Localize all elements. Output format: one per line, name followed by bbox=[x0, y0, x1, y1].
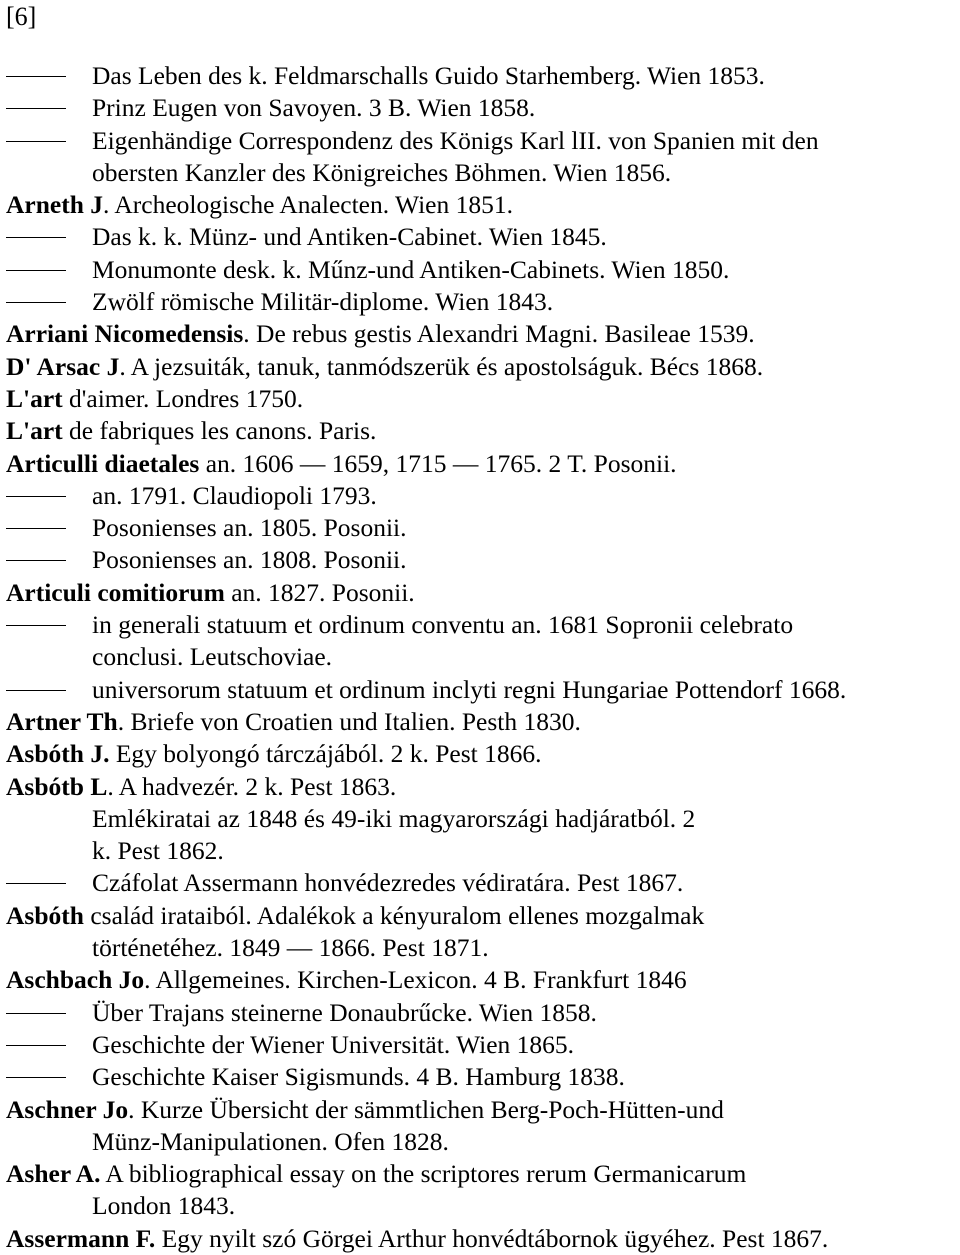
entry-title: universorum statuum et ordinum inclyti regni Hungariae Pottendorf 1668. bbox=[92, 674, 847, 704]
entry-text bbox=[92, 512, 407, 544]
entry-title: Geschichte Kaiser Sigismunds. 4 B. Hamburg 1838. bbox=[92, 1062, 625, 1092]
entry-text bbox=[6, 189, 513, 221]
entry-text bbox=[92, 254, 729, 286]
entry-title: Zwölf römische Militär-diplome. Wien 1843. bbox=[92, 287, 554, 317]
bibliography-line bbox=[0, 60, 960, 92]
bibliography-line bbox=[0, 286, 960, 318]
entry-title: an. 1791. Claudiopoli 1793. bbox=[92, 480, 377, 510]
bibliography-line bbox=[0, 577, 960, 609]
bibliography-line bbox=[0, 448, 960, 480]
entry-author: Asher A. bbox=[6, 1159, 101, 1189]
entry-text bbox=[92, 92, 535, 124]
entry-text bbox=[92, 157, 671, 189]
bibliography-line bbox=[0, 835, 960, 867]
entry-text bbox=[92, 674, 846, 706]
entry-text bbox=[92, 609, 793, 641]
entry-text bbox=[6, 964, 687, 996]
entry-title: Geschichte der Wiener Universität. Wien 1865. bbox=[92, 1029, 575, 1059]
entry-title: Posonienses an. 1808. Posonii. bbox=[92, 545, 407, 575]
entry-text bbox=[6, 1094, 724, 1126]
bibliography-line bbox=[0, 318, 960, 350]
entry-title: Prinz Eugen von Savoyen. 3 B. Wien 1858. bbox=[92, 93, 536, 123]
bibliography-line bbox=[0, 706, 960, 738]
bibliography-line bbox=[0, 544, 960, 576]
entry-author: L'art bbox=[6, 416, 63, 446]
entry-author: Arriani Nicomedensis bbox=[6, 319, 244, 349]
bibliography-line bbox=[0, 125, 960, 157]
bibliography-list bbox=[0, 60, 960, 1255]
entry-author: Articulli diaetales bbox=[6, 448, 200, 478]
entry-text bbox=[6, 577, 415, 609]
bibliography-line bbox=[0, 415, 960, 447]
bibliography-line bbox=[0, 932, 960, 964]
bibliography-line bbox=[0, 771, 960, 803]
entry-title: . A hadvezér. 2 k. Pest 1863. bbox=[107, 771, 397, 801]
bibliography-line bbox=[0, 641, 960, 673]
entry-author: Aschbach Jo bbox=[6, 965, 145, 995]
entry-title: obersten Kanzler des Königreiches Böhmen. Wien 1856. bbox=[92, 157, 672, 187]
entry-text bbox=[92, 1029, 574, 1061]
entry-author: Asbóth bbox=[6, 900, 84, 930]
entry-title: Eigenhändige Correspondenz des Königs Karl lII. von Spanien mit den bbox=[92, 125, 819, 155]
entry-title: London 1843. bbox=[92, 1191, 236, 1221]
entry-text bbox=[92, 803, 695, 835]
entry-text bbox=[92, 835, 224, 867]
entry-text bbox=[6, 771, 396, 803]
bibliography-line bbox=[0, 964, 960, 996]
entry-title: . Kurze Übersicht der sämmtlichen Berg-Poch-Hütten-und bbox=[128, 1094, 724, 1124]
entry-text bbox=[92, 1061, 625, 1093]
entry-author: Assermann F. bbox=[6, 1223, 156, 1253]
bibliography-line bbox=[0, 480, 960, 512]
entry-text bbox=[6, 900, 704, 932]
entry-text bbox=[92, 867, 683, 899]
entry-text bbox=[92, 932, 489, 964]
entry-author: Artner Th bbox=[6, 706, 118, 736]
bibliography-line bbox=[0, 1029, 960, 1061]
entry-title: család irataiból. Adalékok a kényuralom ellenes mozgalmak bbox=[83, 900, 705, 930]
bibliography-line bbox=[0, 738, 960, 770]
entry-title: . A jezsuiták, tanuk, tanmódszerük és apostolságuk. Bécs 1868. bbox=[119, 351, 764, 381]
entry-title: an. 1606 — 1659, 1715 — 1765. 2 T. Posonii. bbox=[199, 448, 677, 478]
entry-title: Egy bolyongó tárczájából. 2 k. Pest 1866. bbox=[109, 739, 542, 769]
entry-text bbox=[6, 1158, 746, 1190]
entry-text bbox=[6, 738, 541, 770]
entry-author: Asbótb L bbox=[6, 771, 108, 801]
bibliography-line bbox=[0, 674, 960, 706]
entry-author: D' Arsac J bbox=[6, 351, 120, 381]
entry-title: an. 1827. Posonii. bbox=[224, 577, 415, 607]
entry-title: Das k. k. Münz- und Antiken-Cabinet. Wien 1845. bbox=[92, 222, 607, 252]
entry-title: Czáfolat Assermann honvédezredes védiratára. Pest 1867. bbox=[92, 868, 684, 898]
entry-text bbox=[92, 221, 607, 253]
bibliography-line bbox=[0, 1190, 960, 1222]
entry-title: in generali statuum et ordinum conventu an. 1681 Sopronii celebrato bbox=[92, 610, 794, 640]
entry-text bbox=[6, 415, 376, 447]
bibliography-line bbox=[0, 1158, 960, 1190]
bibliography-line bbox=[0, 221, 960, 253]
bibliography-line bbox=[0, 803, 960, 835]
entry-author: Arneth J bbox=[6, 190, 104, 220]
bibliography-line bbox=[0, 157, 960, 189]
entry-author: Asbóth J. bbox=[6, 739, 110, 769]
entry-author: Aschner Jo bbox=[6, 1094, 129, 1124]
bibliography-line bbox=[0, 383, 960, 415]
entry-title: k. Pest 1862. bbox=[92, 836, 224, 866]
entry-text bbox=[6, 706, 581, 738]
entry-title: conclusi. Leutschoviae. bbox=[92, 642, 333, 672]
entry-title: Das Leben des k. Feldmarschalls Guido Starhemberg. Wien 1853. bbox=[92, 61, 765, 90]
entry-text bbox=[6, 351, 763, 383]
entry-text bbox=[92, 480, 377, 512]
entry-text bbox=[92, 286, 553, 318]
entry-title: . De rebus gestis Alexandri Magni. Basileae 1539. bbox=[243, 319, 755, 349]
page-number: [6] bbox=[6, 2, 37, 31]
bibliography-line bbox=[0, 1094, 960, 1126]
entry-title: Egy nyilt szó Görgei Arthur honvédtábornok ügyéhez. Pest 1867. bbox=[155, 1223, 829, 1253]
entry-title: d'aimer. Londres 1750. bbox=[62, 383, 304, 413]
entry-title: Über Trajans steinerne Donaubrűcke. Wien 1858. bbox=[92, 997, 597, 1027]
entry-title: A bibliographical essay on the scriptores rerum Germanicarum bbox=[100, 1159, 747, 1189]
entry-author: Articuli comitiorum bbox=[6, 577, 225, 607]
entry-text bbox=[6, 1223, 828, 1255]
entry-author: L'art bbox=[6, 383, 63, 413]
entry-text bbox=[92, 60, 765, 92]
bibliography-line bbox=[0, 1223, 960, 1255]
entry-title: de fabriques les canons. Paris. bbox=[62, 416, 377, 446]
entry-text bbox=[92, 1190, 235, 1222]
bibliography-line bbox=[0, 254, 960, 286]
entry-text bbox=[92, 641, 332, 673]
bibliography-line bbox=[0, 609, 960, 641]
entry-title: történetéhez. 1849 — 1866. Pest 1871. bbox=[92, 933, 489, 963]
bibliography-line bbox=[0, 512, 960, 544]
bibliography-line bbox=[0, 867, 960, 899]
entry-title: Posonienses an. 1805. Posonii. bbox=[92, 513, 407, 543]
entry-text bbox=[92, 1126, 449, 1158]
bibliography-line bbox=[0, 997, 960, 1029]
entry-text bbox=[92, 125, 819, 157]
entry-text bbox=[6, 318, 755, 350]
entry-title: Monumonte desk. k. Műnz-und Antiken-Cabinets. Wien 1850. bbox=[92, 254, 730, 284]
entry-text bbox=[6, 448, 677, 480]
entry-title: Münz-Manipulationen. Ofen 1828. bbox=[92, 1126, 449, 1156]
bibliography-line bbox=[0, 189, 960, 221]
entry-text bbox=[92, 997, 597, 1029]
entry-title: Emlékiratai az 1848 és 49-iki magyarországi hadjáratból. 2 bbox=[92, 803, 696, 833]
bibliography-line bbox=[0, 351, 960, 383]
entry-text bbox=[6, 383, 303, 415]
bibliography-line bbox=[0, 1126, 960, 1158]
entry-text bbox=[92, 544, 407, 576]
entry-title: . Briefe von Croatien und Italien. Pesth 1830. bbox=[117, 706, 581, 736]
entry-title: . Archeologische Analecten. Wien 1851. bbox=[103, 190, 513, 220]
bibliography-line bbox=[0, 900, 960, 932]
bibliography-line bbox=[0, 92, 960, 124]
bibliography-line bbox=[0, 1061, 960, 1093]
entry-title: . Allgemeines. Kirchen-Lexicon. 4 B. Frankfurt 1846 bbox=[144, 965, 687, 995]
